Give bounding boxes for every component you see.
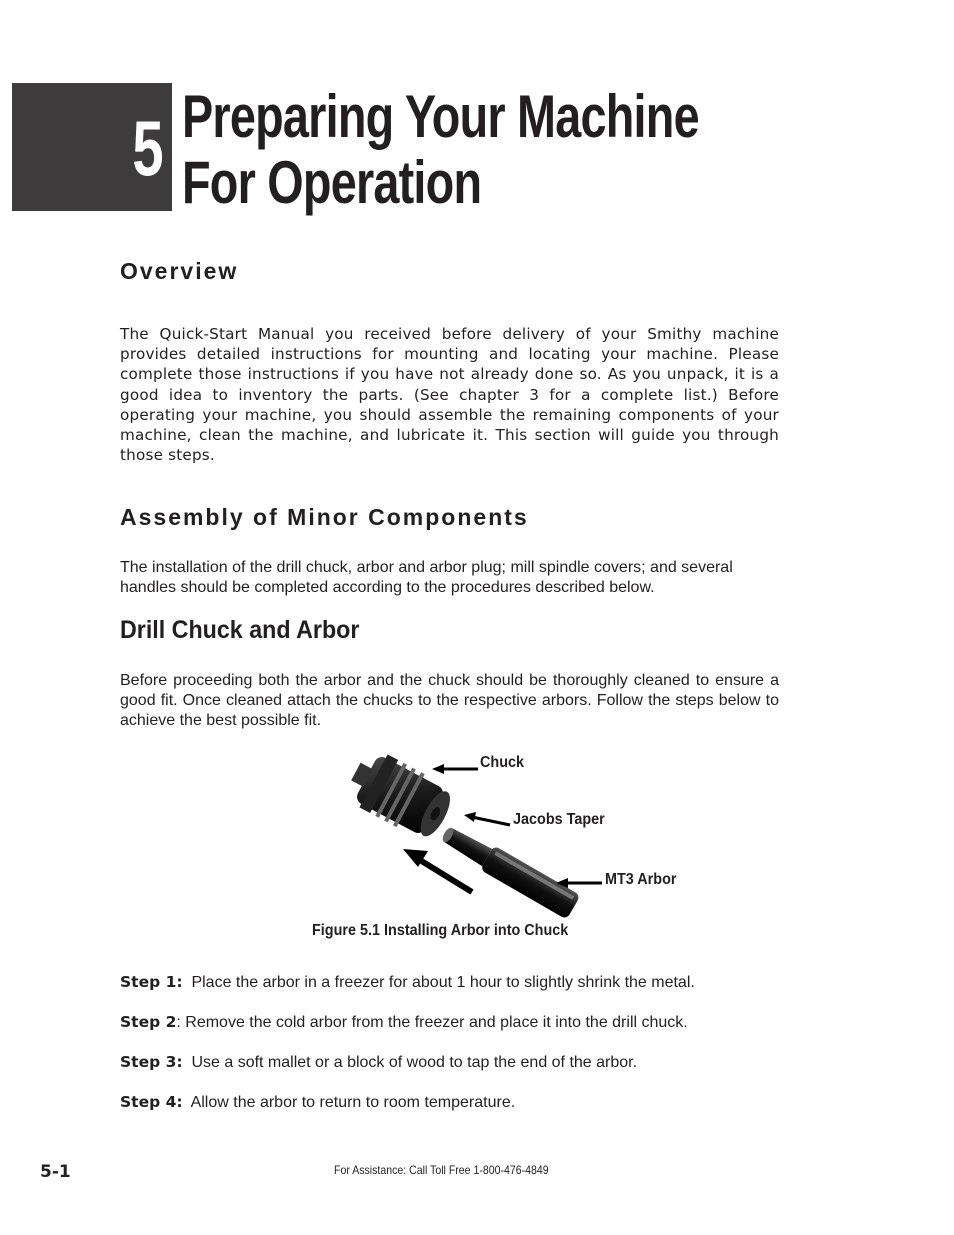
arbor-shape [438, 821, 581, 920]
step-1-label: Step 1: [120, 973, 183, 991]
step-4-label: Step 4: [120, 1093, 183, 1111]
page-number: 5-1 [40, 1162, 71, 1182]
insert-arrow [403, 849, 472, 892]
label-chuck: Chuck [480, 754, 525, 771]
label-mt3-arbor: MT3 Arbor [605, 871, 677, 888]
assembly-paragraph: The installation of the drill chuck, arbor and arbor plug; mill spindle covers; and several handles should be completed according to the procedures described below. [120, 559, 733, 597]
step-3 [120, 1053, 637, 1072]
step-3-text: Use a soft mallet or a block of wood to tap the end of the arbor. [182, 1054, 638, 1071]
figure-arbor-chuck [300, 745, 700, 920]
step-1-text: Place the arbor in a freezer for about 1 hour to slightly shrink the metal. [182, 974, 695, 991]
step-4-text: Allow the arbor to return to room temperature. [182, 1094, 516, 1111]
assembly-heading: Assembly of Minor Components [120, 504, 529, 530]
chapter-title [182, 84, 699, 216]
overview-heading: Overview [120, 258, 239, 284]
step-2-label: Step 2 [120, 1013, 177, 1031]
footer-assistance: For Assistance: Call Toll Free 1-800-476-4849 [334, 1163, 549, 1177]
chuck-shape [342, 745, 458, 845]
chapter-number: 5 [132, 104, 164, 192]
step-2 [120, 1013, 688, 1032]
drill-chuck-paragraph: Before proceeding both the arbor and the chuck should be thoroughly cleaned to ensure a good fit. Once cleaned attach the chucks to the respective arbors. Follow the steps below to achieve the best possible fit. [120, 672, 779, 730]
step-3-label: Step 3: [120, 1053, 183, 1071]
drill-chuck-heading: Drill Chuck and Arbor [120, 616, 360, 644]
step-4 [120, 1093, 515, 1112]
step-1 [120, 973, 695, 992]
figure-caption: Figure 5.1 Installing Arbor into Chuck [312, 922, 569, 939]
label-jacobs-taper: Jacobs Taper [513, 811, 605, 828]
overview-paragraph: The Quick-Start Manual you received before delivery of your Smithy machine provides detailed instructions for mounting and locating your machine. Please complete those instructions if you have not already done so. As you unpack, it is a good idea to inventory the parts. (See chapter 3 for a complete list.) Before operating your machine, you should assemble the remaining components of your machine, clean the machine, and lubricate it. This section will guide you through those steps. [120, 325, 779, 465]
step-2-text: : Remove the cold arbor from the freezer and place it into the drill chuck. [176, 1014, 688, 1031]
chapter-title-line2: For Operation [182, 149, 482, 216]
chapter-title-line1: Preparing Your Machine [182, 83, 699, 150]
